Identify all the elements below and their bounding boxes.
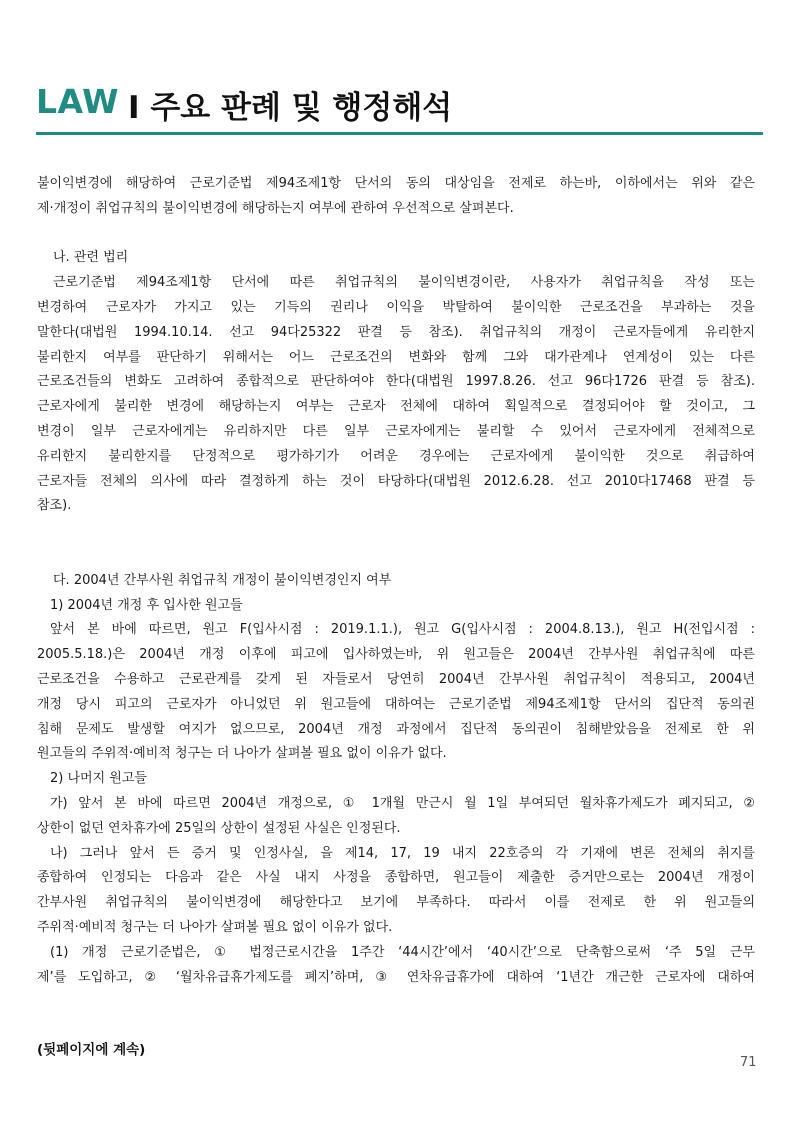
page-header — [36, 82, 763, 136]
body-line: 제’를 도입하고, ② ‘월차유급휴가제도를 폐지’하며, ③ 연차유급휴가에 대하여 ‘1년간 개근한 근로자에 대하여 — [37, 969, 755, 985]
body-line: 근로조건들의 변화도 고려하여 종합적으로 판단하여야 한다(대법원 1997.8.26. 선고 96다1726 판결 등 참조). — [37, 374, 755, 390]
body-line: 말한다(대법원 1994.10.14. 선고 94다25322 판결 등 참조). 취업규칙의 개정이 근로자들에게 유리한지 — [37, 324, 755, 340]
body-line: 간부사원 취업규칙의 불이익변경에 해당한다고 보기에 부족하다. 따라서 이를 전제로 한 위 원고들의 — [37, 895, 755, 911]
body-line: 앞서 본 바에 따르면, 원고 F(입사시점 : 2019.1.1.), 원고 G(입사시점 : 2004.8.13.), 원고 H(전입시점 : — [50, 622, 755, 638]
continued-note: (뒷페이지에 계속) — [37, 1042, 146, 1058]
body-line: 변경이 일부 근로자에게는 유리하지만 다른 일부 근로자에게는 불리할 수 있어서 근로자에게 전체적으로 — [37, 423, 755, 439]
item-heading: 2) 나머지 원고들 — [50, 771, 147, 787]
blank-line — [37, 544, 755, 569]
body-line: 변경하여 근로자가 가지고 있는 기득의 권리나 이익을 박탈하여 불이익한 근로조건을 부과하는 것을 — [37, 299, 755, 315]
body-line: 불이익변경에 해당하여 근로기준법 제94조제1항 단서의 동의 대상임을 전제로 하는바, 이하에서는 위와 같은 — [37, 176, 755, 191]
page-number: 71 — [740, 1055, 757, 1070]
body-line: 근로기준법 제94조제1항 단서에 따른 취업규칙의 불이익변경이란, 사용자가 취업규칙을 작성 또는 — [53, 275, 755, 291]
body-line: 개정 당시 피고의 근로자가 아니었던 위 원고들에 대하여는 근로기준법 제94조제1항 단서의 집단적 동의권 — [37, 696, 755, 712]
body-line: 종합하여 인정되는 다음과 같은 사실 내지 사정을 종합하면, 원고들이 제출한 증거만으로는 2004년 개정이 — [37, 870, 755, 886]
body-line: 유리한지 불리한지를 단정적으로 평가하기가 어려운 경우에는 근로자에게 불이익한 것으로 취급하여 — [37, 448, 755, 464]
body-line: 2005.5.18.)은 2004년 개정 이후에 피고에 입사하였는바, 위 원고들은 2004년 간부사원 취업규칙에 따른 — [37, 647, 755, 663]
body-line: 근로자에게 불리한 변경에 해당하는지 여부는 근로자 전체에 대하여 획일적으로 결정되어야 할 것이고, 그 — [37, 399, 755, 415]
body-line: 침해 문제도 발생할 여지가 없으므로, 2004년 개정 과정에서 집단적 동의권이 침해받았음을 전제로 한 위 — [37, 721, 755, 737]
body-line: 불리한지 여부를 판단하기 위해서는 어느 근로조건의 변화와 함께 그와 대가관계나 연계성이 있는 다른 — [37, 349, 755, 365]
body-line: 나) 그러나 앞서 든 증거 및 인정사실, 을 제14, 17, 19 내지 22호증의 각 기재에 변론 전체의 취지를 — [50, 845, 755, 861]
body-line: 참조). — [37, 498, 72, 514]
body-line: 제·개정이 취업규칙의 불이익변경에 해당하는지 여부에 관하여 우선적으로 살펴본다. — [37, 200, 514, 216]
section-label: LAW — [36, 82, 119, 121]
body-line: 가) 앞서 본 바에 따르면 2004년 개정으로, ① 1개월 만근시 월 1일 부여되던 월차휴가제도가 폐지되고, ② — [50, 795, 755, 811]
subsection-heading: 나. 관련 법리 — [53, 250, 129, 266]
page-title: I 주요 판례 및 행정해석 — [128, 90, 453, 126]
item-heading: 1) 2004년 개정 후 입사한 원고들 — [50, 597, 243, 613]
body-line: 근로자들 전체의 의사에 따라 결정하게 하는 것이 타당하다(대법원 2012.6.28. 선고 2010다17468 판결 등 — [37, 473, 755, 489]
blank-line — [37, 222, 755, 247]
subsection-heading: 다. 2004년 간부사원 취업규칙 개정이 불이익변경인지 여부 — [53, 572, 392, 588]
body-line: 상한이 없던 연차휴가에 25일의 상한이 설정된 사실은 인정된다. — [37, 820, 401, 836]
document-body — [37, 172, 755, 990]
body-line: 근로조건을 수용하고 근로관계를 갖게 된 자들로서 당연히 2004년 간부사원 취업규칙이 적용되고, 2004년 — [37, 671, 755, 687]
body-line: 주위적·예비적 청구는 더 나아가 살펴볼 필요 없이 이유가 없다. — [37, 919, 393, 935]
blank-line — [37, 519, 755, 544]
body-line: (1) 개정 근로기준법은, ① 법정근로시간을 1주간 ‘44시간’에서 ‘40시간’으로 단축함으로써 ‘주 5일 근무 — [50, 944, 755, 960]
body-line: 원고들의 주위적·예비적 청구는 더 나아가 살펴볼 필요 없이 이유가 없다. — [37, 746, 447, 762]
header-divider — [36, 132, 763, 135]
